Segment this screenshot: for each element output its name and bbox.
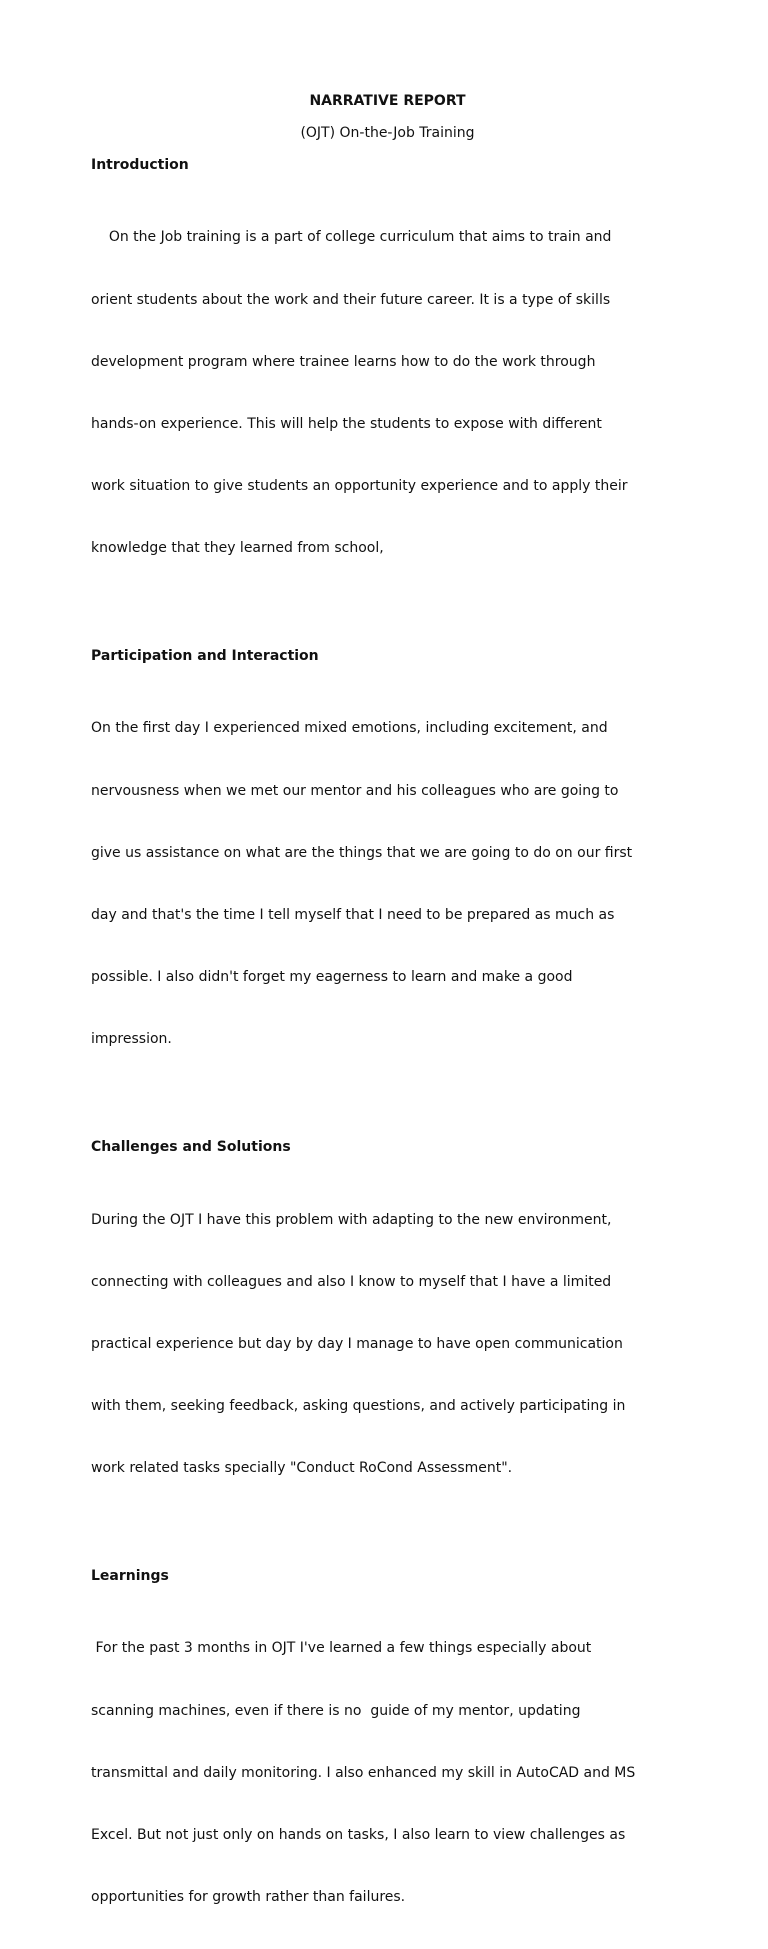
section-body-learnings xyxy=(91,1597,681,1949)
text-line: impression. xyxy=(91,1031,172,1048)
section-introduction xyxy=(91,155,681,600)
text-line: day and that's the time I tell myself that I need to be prepared as much as xyxy=(91,906,615,923)
text-line: For the past 3 months in OJT I've learned a few things especially about xyxy=(91,1640,592,1657)
document-subtitle: (OJT) On-the-Job Training xyxy=(300,125,475,141)
text-line: nervousness when we met our mentor and his colleagues who are going to xyxy=(91,782,619,799)
section-heading-learnings: Learnings xyxy=(91,1568,169,1585)
text-line: give us assistance on what are the things that we are going to do on our first xyxy=(91,844,633,861)
text-line: work related tasks specially "Conduct RoCond Assessment". xyxy=(91,1459,513,1476)
section-body-participation xyxy=(91,677,681,1091)
section-body-introduction xyxy=(91,186,681,600)
document-title: NARRATIVE REPORT xyxy=(309,93,466,109)
text-line: opportunities for growth rather than failures. xyxy=(91,1888,406,1905)
section-learnings xyxy=(91,1566,681,1949)
text-line: knowledge that they learned from school, xyxy=(91,539,384,556)
text-line: practical experience but day by day I manage to have open communication xyxy=(91,1335,623,1352)
text-line: On the first day I experienced mixed emotions, including excitement, and xyxy=(91,720,608,737)
text-line: transmittal and daily monitoring. I also enhanced my skill in AutoCAD and MS xyxy=(91,1764,636,1781)
section-body-challenges xyxy=(91,1168,681,1520)
section-participation xyxy=(91,646,681,1091)
section-heading-challenges: Challenges and Solutions xyxy=(91,1139,291,1156)
document-page xyxy=(91,91,681,1949)
section-heading-participation: Participation and Interaction xyxy=(91,648,319,665)
text-line: possible. I also didn't forget my eagerness to learn and make a good xyxy=(91,968,573,985)
text-line: orient students about the work and their future career. It is a type of skills xyxy=(91,291,611,308)
text-line: development program where trainee learns how to do the work through xyxy=(91,353,596,370)
section-challenges xyxy=(91,1137,681,1520)
text-line: hands-on experience. This will help the students to expose with different xyxy=(91,415,602,432)
text-line: scanning machines, even if there is no guide of my mentor, updating xyxy=(91,1702,581,1719)
text-line: with them, seeking feedback, asking questions, and actively participating in xyxy=(91,1397,626,1414)
text-line: work situation to give students an opportunity experience and to apply their xyxy=(91,477,628,494)
text-line: Excel. But not just only on hands on tasks, I also learn to view challenges as xyxy=(91,1826,626,1843)
text-line: During the OJT I have this problem with adapting to the new environment, xyxy=(91,1211,612,1228)
section-heading-introduction: Introduction xyxy=(91,157,189,173)
text-line: On the Job training is a part of college curriculum that aims to train and xyxy=(91,229,612,246)
text-line: connecting with colleagues and also I know to myself that I have a limited xyxy=(91,1273,612,1290)
